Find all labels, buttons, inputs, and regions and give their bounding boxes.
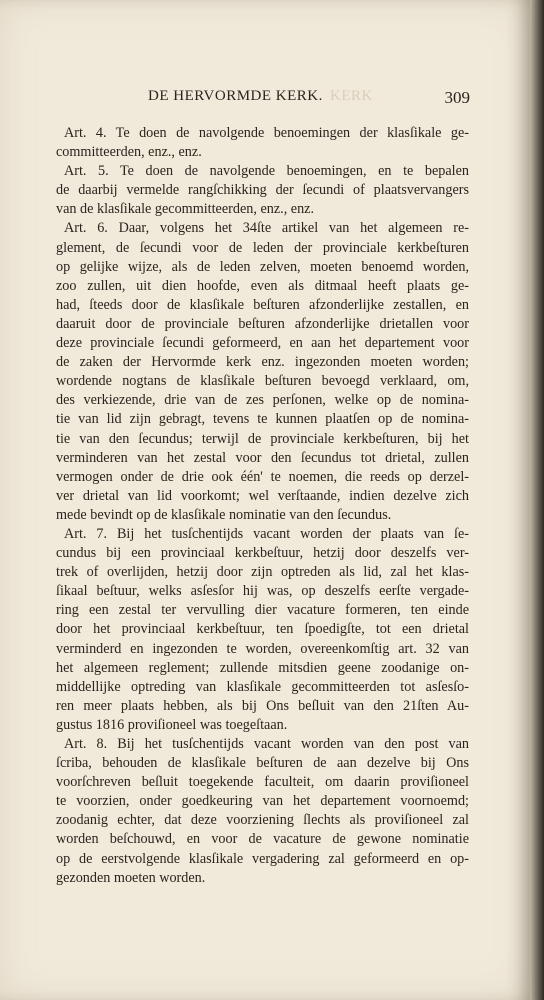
text-line: cundus bij een provinciaal kerkbeſtuur, hetzij door deszelfs ver- [56,545,469,562]
text-line: het algemeen reglement; zullende mitsdien geene zoodanige on- [56,659,469,676]
article-6 [56,219,469,525]
text-line: op de eerstvolgende klasſikale vergadering zal geformeerd en op- [56,850,469,867]
text-line: door het provinciaal kerkbeſtuur, ten ſpoedigſte, tot een drietal [56,621,469,638]
text-line: daaruit door de provinciale beſturen afzonderlijke drietallen voor [56,315,469,332]
text-line: mede bevindt op de klasſikale nominatie van den ſecundus. [56,506,392,523]
text-line: worden beſchouwd, en voor de vacature de gewone nominatie [56,831,469,848]
body-text [56,124,469,888]
article-7 [56,525,469,735]
text-line: middellijke optreding van klasſikale gecommitteerden tot asſesſo- [56,678,469,695]
text-line: wordende nogtans de klasſikale beſturen bevoegd verklaard, om, [56,373,469,390]
text-line: had, ſteeds door de klasſikale beſturen afzonderlijke zestallen, en [56,296,469,313]
text-line: te voorzien, onder goedkeuring van het departement voornoemd; [56,793,469,810]
text-line: vermogen onder de drie ook één' te noemen, die reeds op derzel- [56,468,469,485]
text-line: Art. 6. Daar, volgens het 34ſte artikel van het algemeen re- [64,220,469,237]
text-line: verminderen van het zestal voor den ſecundus tot drietal, zullen [56,449,469,466]
running-head: DE HERVORMDE KERK. [148,88,323,104]
page-edge [530,0,544,1000]
text-line: ren meer plaats hebben, als bij Ons beſluit van den 21ſten Au- [56,697,469,714]
text-line: des verkiezende, drie van de zes perſonen, welke op de nomina- [56,392,469,409]
text-line: deze provinciale ſecundi geformeerd, en aan het departement voor [56,335,469,352]
article-5 [56,162,469,219]
article-8 [56,735,469,888]
text-line: ver drietal van lid voorkomt; wel verſtaande, indien dezelve zich [56,487,469,504]
text-line: voorſchreven beſluit toegekende faculteit, om daarin proviſioneel [56,774,469,791]
text-line: Art. 8. Bij het tusſchentijds vacant worden van den post van [64,736,469,752]
text-line: Art. 4. Te doen de navolgende benoemingen der klasſikale ge- [64,125,469,141]
text-line: ſcriba, behouden de klasſikale beſturen de aan dezelve bij Ons [56,755,469,772]
article-4 [56,124,469,162]
text-line: committeerden, enz., enz. [56,144,202,161]
text-line: verminderd en ingezonden te worden, overeenkomſtig art. 32 van [56,640,469,657]
text-line: tie van lid zijn gebragt, tevens te kunnen plaatſen op de nomina- [56,411,469,428]
text-line: Art. 7. Bij het tusſchentijds vacant worden der plaats van ſe- [64,525,469,542]
text-line: ring een zestal ter vervulling dier vacature formeren, ten einde [56,602,469,619]
text-line: glement, de ſecundi voor de leden der provinciale kerkbeſturen [56,239,469,256]
text-line: zoo zullen, uit dien hoofde, even als ditmaal heeft plaats ge- [56,277,469,294]
text-line: Art. 5. Te doen de navolgende benoemingen, en te bepalen [64,163,469,180]
text-line: gezonden moeten worden. [56,869,206,886]
text-line: de daarbij vermelde rangſchikking der ſecundi of plaatsvervangers [56,182,469,199]
text-line: tie van den ſecundus; terwijl de provinciale kerkbeſturen, bij het [56,430,469,447]
show-through-text: KERK [330,88,373,104]
page-number: 309 [444,88,470,107]
text-line: van de klasſikale gecommitteerden, enz., enz. [56,201,315,218]
text-line: gustus 1816 proviſioneel was toegeſtaan. [56,716,288,733]
text-line: trek of overlijden, hetzij door zijn optreden als lid, zal het klas- [56,564,469,581]
text-line: de zaken der Hervormde kerk enz. ingezonden moeten worden; [56,354,469,371]
page-header [60,88,470,110]
text-line: zoodanig echter, dat deze voorziening ſlechts als proviſioneel zal [56,812,469,829]
text-line: ſikaal beſtuur, welks asſesſor hij was, op deszelfs eerſte vergade- [56,583,469,600]
text-line: op gelijke wijze, als de leden zelven, moeten benoemd worden, [56,258,469,275]
